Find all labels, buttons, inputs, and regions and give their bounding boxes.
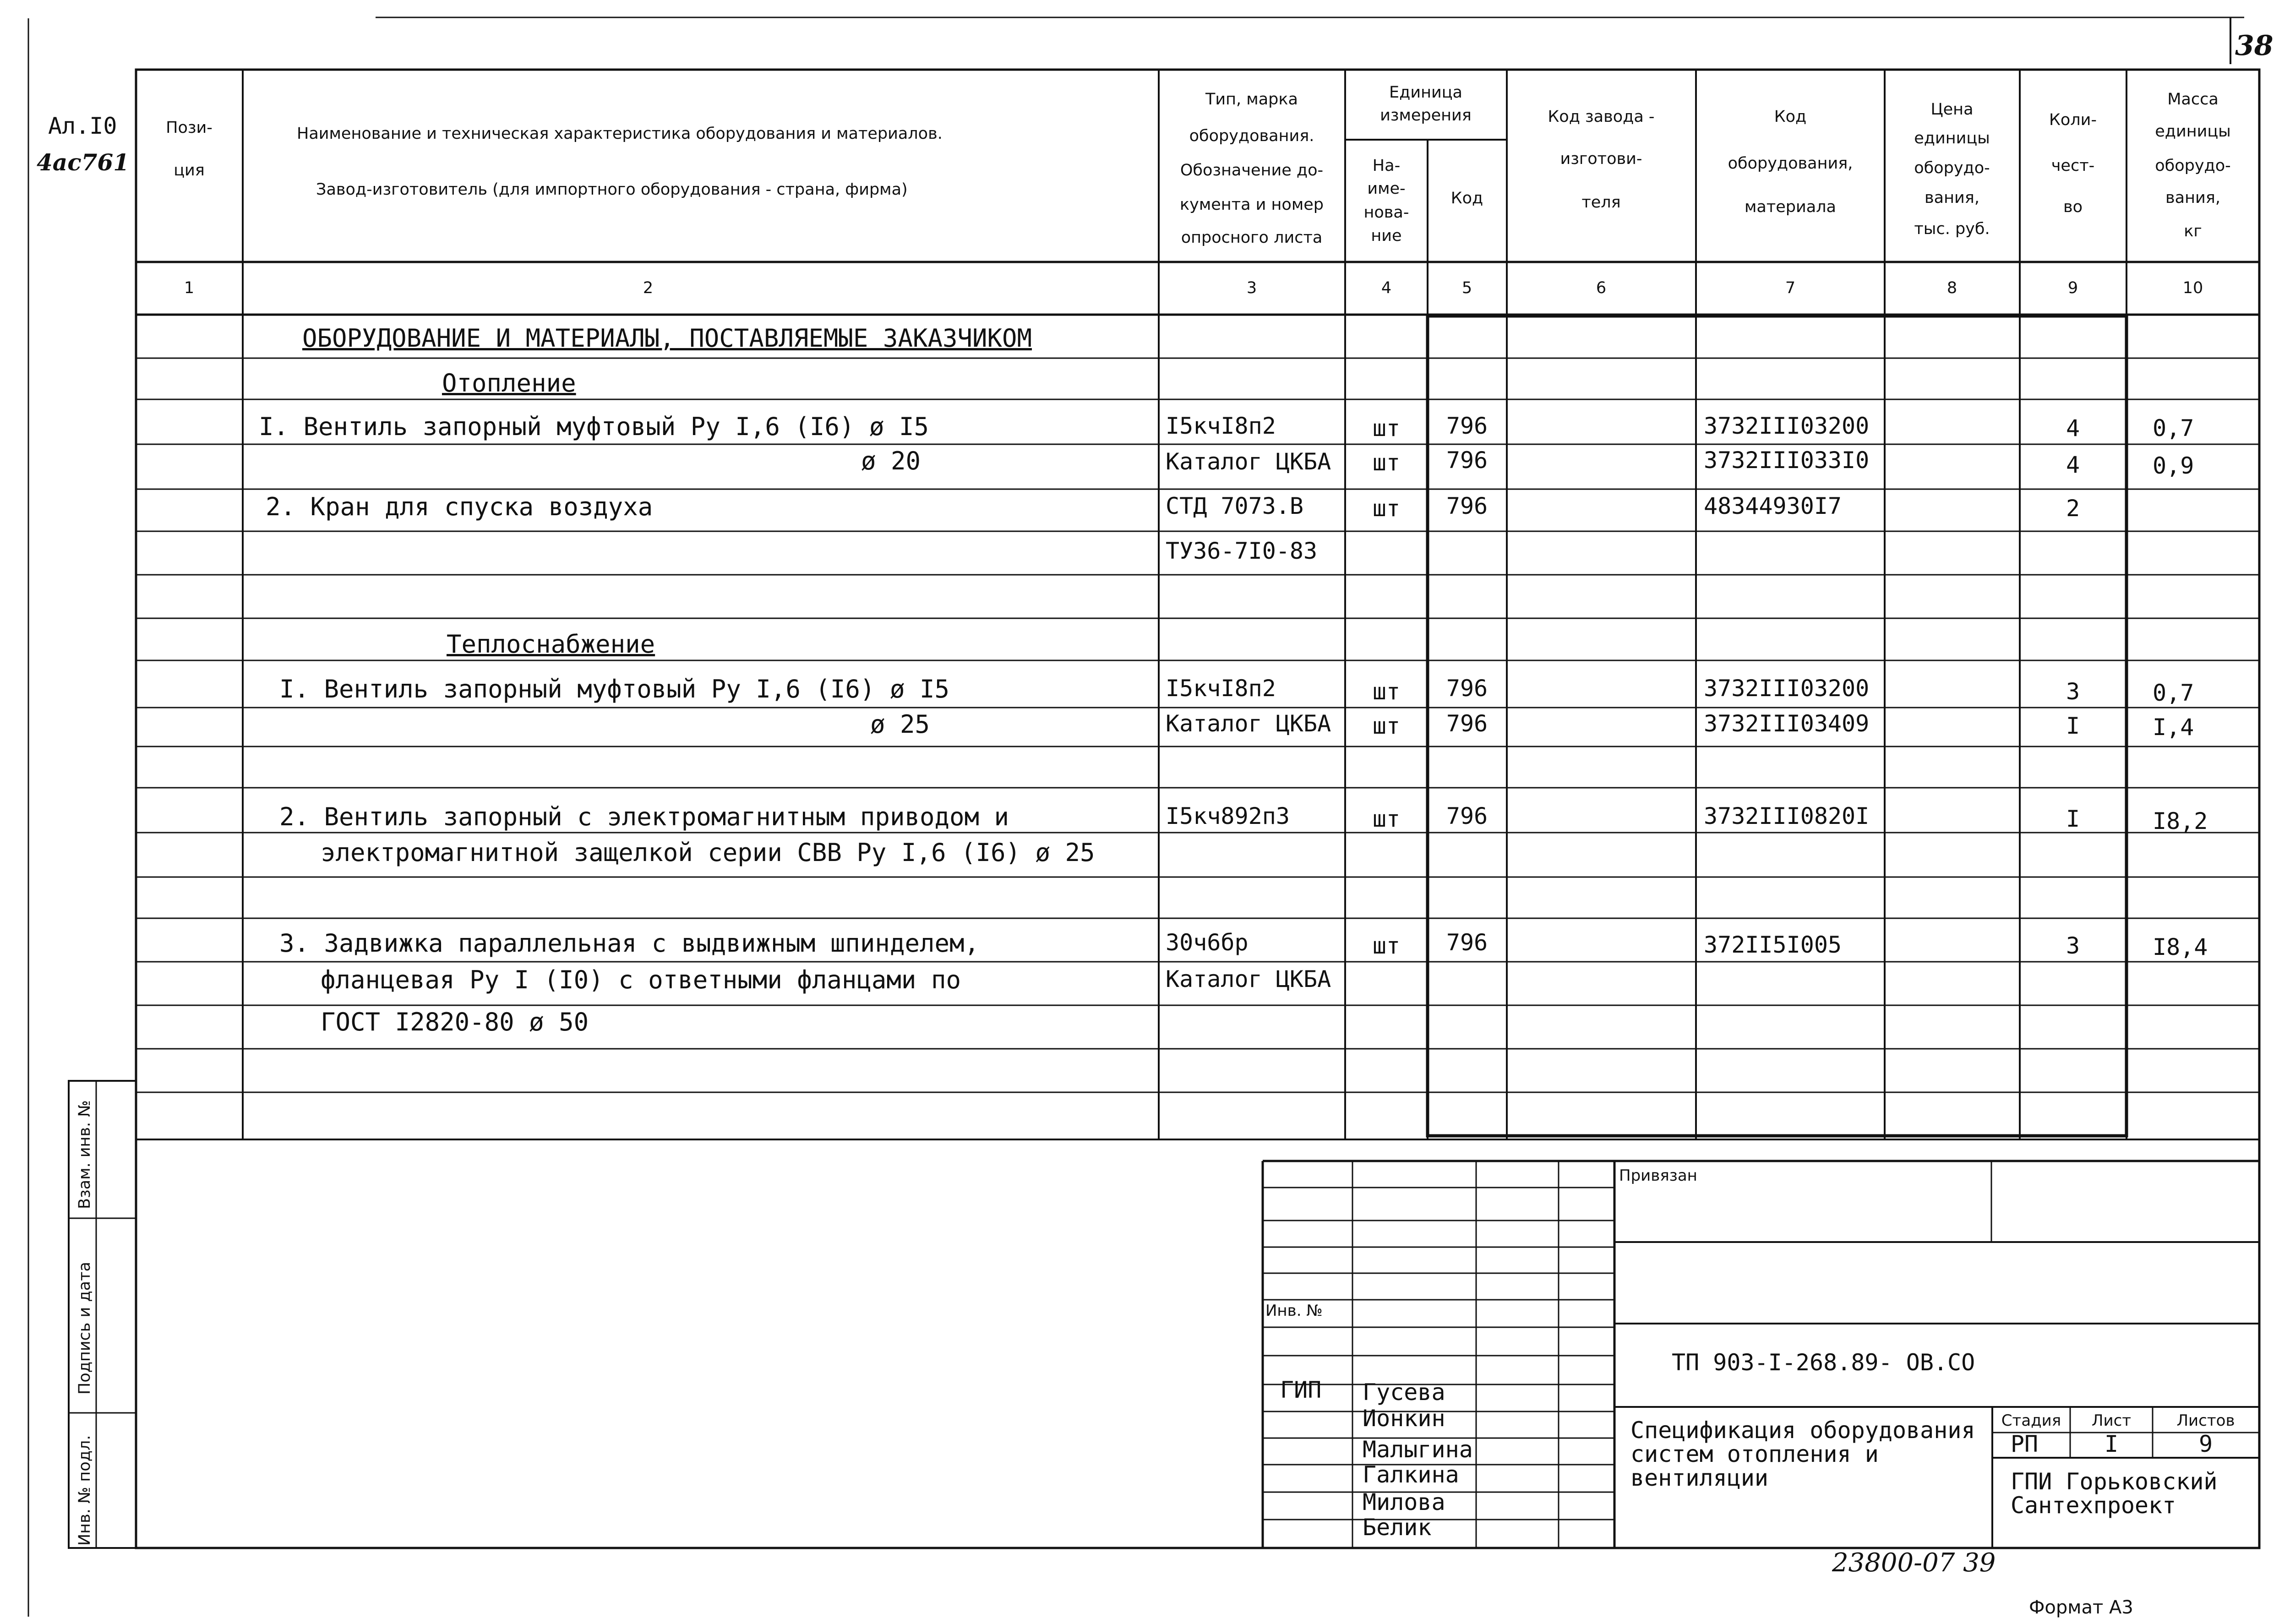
heating-item-1-unit: шт (1372, 415, 1401, 441)
tb-inv-number-label: Инв. № (1265, 1302, 1323, 1320)
handwritten-note-left: 4ас761 (37, 149, 130, 176)
heat-supply-item-1-equip-code2: 3732III03409 (1704, 710, 1870, 737)
heat-supply-item-1-mass2: I,4 (2153, 714, 2194, 741)
heating-item-1-mass: 0,7 (2153, 415, 2194, 441)
col-type-header-4: кумента и номер (1180, 196, 1324, 214)
heat-supply-item-2-mass: I8,2 (2153, 808, 2208, 834)
heating-item-1-equip-code: 3732III03200 (1704, 413, 1870, 439)
heat-supply-item-3-line3: ГОСТ I2820-80 ø 50 (321, 1008, 589, 1036)
heating-item-2-qty: 2 (2066, 495, 2080, 522)
col-unitname-header-4: ние (1371, 227, 1402, 245)
tb-title-line-3: вентиляции (1630, 1465, 1769, 1491)
col-equipcode-header-2: оборудования, (1728, 154, 1853, 173)
heat-supply-item-3-code: 796 (1446, 929, 1488, 956)
col-num-2: 2 (643, 279, 654, 297)
heat-supply-item-1-qty: 3 (2066, 678, 2080, 705)
col-num-7: 7 (1785, 279, 1796, 297)
col-price-header-4: вания, (1925, 189, 1979, 207)
col-name-header: Наименование и техническая характеристика оборудования и материалов. (297, 125, 943, 143)
col-position-header: Пози- (166, 119, 213, 137)
col-code-header: Код (1450, 189, 1483, 207)
col-equipcode-header: Код (1774, 108, 1807, 126)
heating-item-2-type2: ТУ36-7I0-83 (1166, 538, 1318, 564)
col-unitname-header-3: нова- (1363, 203, 1409, 222)
heat-supply-item-3-qty: 3 (2066, 932, 2080, 959)
col-unit-header-2: измерения (1380, 106, 1472, 125)
heat-supply-item-2-qty: I (2066, 806, 2080, 832)
heat-supply-item-1-unit2: шт (1372, 713, 1401, 739)
tb-sheets-label: Листов (2176, 1411, 2235, 1430)
heating-item-1-qty2: 4 (2066, 452, 2080, 478)
heat-supply-item-2-line2: электромагнитной защелкой серии СВВ Ру I,6 (I6) ø 25 (321, 838, 1095, 867)
col-type-header-2: оборудования. (1189, 127, 1314, 145)
heat-supply-item-3-mass: I8,4 (2153, 934, 2208, 960)
col-type-header-5: опросного листа (1181, 229, 1323, 247)
heat-supply-item-1-type2: Каталог ЦКБА (1166, 710, 1331, 737)
stamp-vzam-inv: Взам. инв. № (76, 1100, 94, 1209)
tb-name-4: Галкина (1363, 1461, 1459, 1488)
heat-supply-item-2-unit: шт (1372, 806, 1401, 832)
heat-supply-item-3-equip-code: 372II5I005 (1704, 932, 1842, 958)
stamp-inv-original: Инв. № подл. (76, 1435, 94, 1546)
col-name-header-2: Завод-изготовитель (для импортного оборудования - страна, фирма) (316, 180, 908, 199)
col-num-8: 8 (1946, 279, 1957, 297)
heating-item-2-code: 796 (1446, 493, 1488, 519)
tb-role-gip: ГИП (1280, 1377, 1322, 1403)
col-num-4: 4 (1381, 279, 1392, 297)
col-position-header-2: ция (174, 161, 205, 180)
tb-name-6: Белик (1363, 1514, 1432, 1541)
col-mass-header: Масса (2167, 90, 2219, 109)
heat-supply-item-1-type: I5кчI8п2 (1166, 675, 1276, 702)
col-qty-header-3: во (2063, 198, 2083, 216)
heat-supply-item-1-equip-code: 3732III03200 (1704, 675, 1870, 702)
heating-item-2-unit: шт (1372, 495, 1401, 522)
col-type-header-3: Обозначение до- (1180, 161, 1324, 180)
heating-item-1-qty: 4 (2066, 415, 2080, 441)
heat-supply-item-2-code: 796 (1446, 803, 1488, 829)
heat-supply-item-3-type: 30ч6бр (1166, 929, 1249, 956)
heat-supply-item-3-type2: Каталог ЦКБА (1166, 966, 1331, 992)
heat-supply-item-1-code: 796 (1446, 675, 1488, 702)
col-num-6: 6 (1596, 279, 1607, 297)
col-num-10: 10 (2182, 279, 2203, 297)
heat-supply-item-2: 2. Вентиль запорный с электромагнитным приводом и (279, 802, 1009, 831)
col-equipcode-header-3: материала (1744, 198, 1837, 216)
tb-name-1: Гусева (1363, 1379, 1445, 1406)
tb-attached-label: Привязан (1619, 1166, 1697, 1185)
heating-item-2-type: СТД 7073.В (1166, 493, 1304, 519)
heat-supply-item-3: 3. Задвижка параллельная с выдвижным шпинделем, (279, 929, 980, 958)
tb-stage-label: Стадия (2001, 1411, 2061, 1430)
tb-stage-value: РП (2010, 1431, 2039, 1457)
col-mfr-header-2: изготови- (1560, 150, 1642, 168)
col-mass-header-2: единицы (2155, 122, 2231, 141)
subsection-heat-supply: Теплоснабжение (447, 630, 655, 659)
sheet-ref: Ал.I0 (48, 113, 117, 139)
heating-item-1-type2: Каталог ЦКБА (1166, 448, 1331, 475)
heat-supply-item-1-qty2: I (2066, 713, 2080, 739)
col-mfr-header-3: теля (1581, 193, 1621, 212)
col-price-header-2: единицы (1914, 129, 1990, 147)
heat-supply-item-1: I. Вентиль запорный муфтовый Ру I,6 (I6) ø I5 (279, 675, 949, 703)
tb-name-2: Ионкин (1363, 1405, 1445, 1432)
tb-sheets-value: 9 (2198, 1431, 2213, 1457)
heat-supply-item-2-equip-code: 3732III0820I (1704, 803, 1870, 829)
tb-title-line-1: Спецификация оборудования (1630, 1417, 1975, 1444)
tb-name-3: Малыгина (1363, 1436, 1473, 1463)
col-unitname-header-2: име- (1367, 180, 1406, 198)
heat-supply-item-1-code2: 796 (1446, 710, 1488, 737)
heat-supply-item-3-unit: шт (1372, 932, 1401, 959)
heating-item-1-type: I5кчI8п2 (1166, 413, 1276, 439)
col-num-9: 9 (2067, 279, 2078, 297)
col-qty-header: Коли- (2049, 111, 2097, 129)
col-mfr-header: Код завода - (1548, 108, 1655, 126)
heat-supply-item-2-type: I5кч892п3 (1166, 803, 1290, 829)
heating-item-1-code2: 796 (1446, 447, 1488, 474)
tb-org-line-2: Сантехпроект (2011, 1492, 2176, 1519)
tb-sheet-value: I (2104, 1431, 2119, 1457)
paper-format: Формат А3 (2029, 1597, 2133, 1618)
heat-supply-item-1-dn25: ø 25 (870, 710, 930, 739)
tb-org-line-1: ГПИ Горьковский (2011, 1468, 2218, 1495)
heating-item-2: 2. Кран для спуска воздуха (266, 492, 653, 521)
col-num-1: 1 (184, 279, 195, 297)
heating-item-1-code: 796 (1446, 413, 1488, 439)
col-price-header-3: оборудо- (1914, 159, 1990, 177)
col-mass-header-5: кг (2184, 222, 2202, 240)
col-price-header-5: тыс. руб. (1914, 220, 1990, 238)
heat-supply-item-1-unit: шт (1372, 678, 1401, 705)
col-qty-header-2: чест- (2051, 157, 2095, 175)
col-unitname-header: На- (1372, 157, 1401, 175)
heat-supply-item-1-mass: 0,7 (2153, 680, 2194, 706)
heating-item-1-equip-code2: 3732III033I0 (1704, 447, 1870, 474)
heating-item-1-dn20: ø 20 (861, 447, 921, 475)
tb-sheet-label: Лист (2091, 1411, 2132, 1430)
tb-name-5: Милова (1363, 1489, 1445, 1515)
tb-document-code: ТП 903-I-268.89- ОВ.СО (1672, 1349, 1975, 1376)
col-num-5: 5 (1461, 279, 1472, 297)
col-num-3: 3 (1246, 279, 1257, 297)
heating-item-2-equip-code: 483449З0I7 (1704, 493, 1842, 519)
heating-item-1-unit2: шт (1372, 449, 1401, 476)
tb-title-line-2: систем отопления и (1630, 1441, 1879, 1467)
col-type-header: Тип, марка (1205, 90, 1298, 109)
section-title: ОБОРУДОВАНИЕ И МАТЕРИАЛЫ, ПОСТАВЛЯЕМЫЕ ЗАКАЗЧИКОМ (302, 324, 1032, 353)
archive-number: 23800-07 39 (1832, 1548, 1996, 1578)
page-number-handwritten: 38 (2235, 30, 2274, 62)
col-price-header: Цена (1930, 100, 1974, 119)
heating-item-1: I. Вентиль запорный муфтовый Ру I,6 (I6) ø I5 (259, 412, 929, 441)
heat-supply-item-3-line2: фланцевая Ру I (I0) с ответными фланцами по (321, 965, 961, 994)
col-mass-header-3: оборудо- (2155, 157, 2231, 175)
subsection-heating: Отопление (442, 369, 576, 398)
stamp-signature-date: Подпись и дата (76, 1262, 94, 1395)
col-mass-header-4: вания, (2165, 189, 2220, 207)
col-unit-header: Единица (1389, 83, 1462, 102)
heating-item-1-mass2: 0,9 (2153, 452, 2194, 479)
